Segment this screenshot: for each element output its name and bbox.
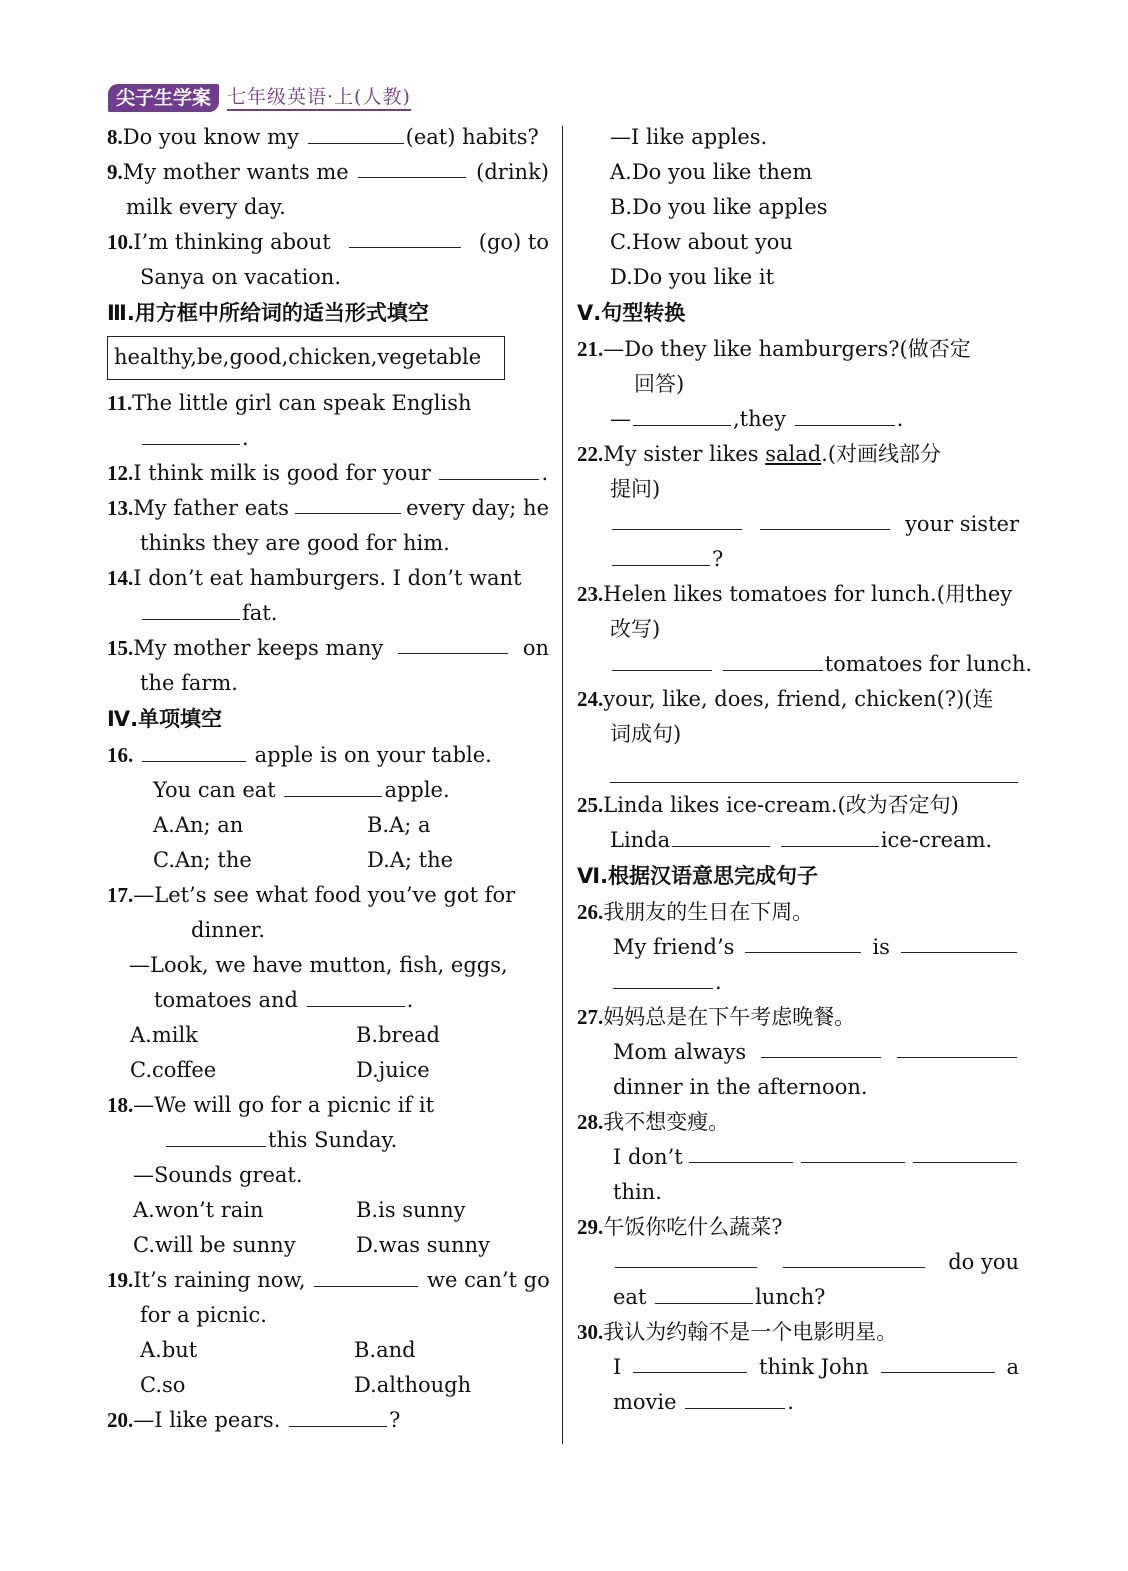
question-16-cont: You can eat apple. [107, 773, 549, 808]
question-13-cont: thinks they are good for him. [140, 531, 450, 555]
question-27-answer-cont: dinner in the afternoon. [613, 1075, 868, 1099]
question-23-cont: 改写) [610, 617, 661, 641]
question-17-options-cd [107, 1053, 549, 1088]
answer-blank[interactable] [398, 631, 508, 654]
column-divider [562, 126, 563, 1444]
question-29-answer-cont: eat lunch? [577, 1280, 1019, 1315]
question-11: 11.The little girl can speak English [107, 391, 472, 415]
book-subtitle: 七年级英语·上(人教) [227, 85, 411, 111]
question-17-cont: dinner. [191, 918, 266, 942]
option-b[interactable]: B.is sunny [356, 1198, 466, 1222]
option-c[interactable]: C.so [140, 1373, 186, 1397]
question-14: 14.I don’t eat hamburgers. I don’t want [107, 566, 522, 590]
question-17: 17.—Let’s see what food you’ve got for [107, 883, 516, 907]
answer-blank[interactable] [761, 1035, 881, 1058]
answer-blank[interactable] [612, 648, 712, 671]
option-b[interactable]: B.Do you like apples [610, 195, 828, 219]
answer-blank[interactable] [439, 457, 539, 480]
answer-blank[interactable] [783, 1245, 925, 1268]
answer-blank[interactable] [723, 648, 823, 671]
question-20-reply: —I like apples. [610, 125, 768, 149]
answer-blank[interactable] [166, 1124, 266, 1147]
question-10: 10.I’m thinking about (go) to [107, 225, 549, 260]
question-27: 27.妈妈总是在下午考虑晚餐。 [577, 1005, 856, 1029]
question-30: 30.我认为约翰不是一个电影明星。 [577, 1320, 898, 1344]
question-15: 15.My mother keeps many on [107, 631, 549, 666]
question-28: 28.我不想变瘦。 [577, 1110, 730, 1134]
option-d[interactable]: D.Do you like it [610, 265, 775, 289]
answer-blank[interactable] [633, 403, 731, 426]
question-17-reply: —Look, we have mutton, fish, eggs, [129, 953, 508, 977]
answer-blank[interactable] [314, 1264, 418, 1287]
option-c[interactable]: C.coffee [130, 1058, 217, 1082]
question-23: 23.Helen likes tomatoes for lunch.(用they [577, 582, 1013, 606]
question-17-reply-cont: tomatoes and . [107, 983, 549, 1018]
question-18: 18.—We will go for a picnic if it [107, 1093, 435, 1117]
question-28-answer-cont: thin. [613, 1180, 662, 1204]
question-27-answer: Mom always [577, 1035, 1019, 1070]
question-15-cont: the farm. [140, 671, 238, 695]
answer-blank[interactable] [615, 1245, 757, 1268]
question-16-options-ab [107, 808, 549, 843]
option-c[interactable]: C.How about you [610, 230, 793, 254]
answer-blank[interactable] [795, 403, 895, 426]
answer-blank[interactable] [307, 984, 405, 1007]
question-22-answer: your sister [577, 507, 1019, 542]
question-19-options-cd [107, 1368, 549, 1403]
answer-blank[interactable] [142, 739, 246, 762]
option-b[interactable]: B.and [354, 1338, 416, 1362]
option-d[interactable]: D.juice [356, 1058, 430, 1082]
answer-blank[interactable] [633, 1350, 747, 1373]
question-29-answer: do you [577, 1245, 1019, 1280]
question-18-options-ab [107, 1193, 549, 1228]
option-c[interactable]: C.An; the [153, 848, 252, 872]
option-b[interactable]: B.bread [356, 1023, 440, 1047]
option-c[interactable]: C.will be sunny [133, 1233, 296, 1257]
question-24: 24.your, like, does, friend, chicken(?)(连 [577, 687, 994, 711]
section-6-heading: Ⅵ.根据汉语意思完成句子 [577, 864, 819, 888]
question-22: 22.My sister likes salad.(对画线部分 [577, 442, 942, 466]
answer-blank[interactable] [612, 543, 710, 566]
answer-blank[interactable] [142, 597, 240, 620]
underlined-word: salad [765, 442, 822, 466]
word-box: healthy,be,good,chicken,vegetable [107, 336, 505, 380]
question-18-cont: this Sunday. [107, 1123, 549, 1158]
question-21: 21.—Do they like hamburgers?(做否定 [577, 337, 971, 361]
answer-blank[interactable] [295, 491, 401, 514]
question-30-answer: I think John a [577, 1350, 1019, 1385]
section-5-heading: Ⅴ.句型转换 [577, 301, 686, 325]
question-9: 9.My mother wants me (drink) [107, 155, 549, 190]
option-b[interactable]: B.A; a [367, 813, 431, 837]
option-d[interactable]: D.was sunny [356, 1233, 490, 1257]
answer-blank[interactable] [685, 1386, 785, 1409]
question-9-cont: milk every day. [126, 195, 286, 219]
answer-blank[interactable] [284, 774, 382, 797]
question-28-answer: I don’t [577, 1140, 1019, 1175]
question-18-reply: —Sounds great. [133, 1163, 303, 1187]
answer-blank[interactable] [358, 155, 466, 178]
answer-blank[interactable] [308, 121, 404, 144]
left-column [107, 120, 549, 1438]
question-25-answer: Linda ice-cream. [577, 823, 1019, 858]
answer-blank[interactable] [349, 225, 461, 248]
question-10-cont: Sanya on vacation. [140, 265, 341, 289]
answer-blank[interactable] [612, 507, 742, 530]
question-16: 16. apple is on your table. [107, 738, 549, 773]
option-a[interactable]: A.Do you like them [610, 160, 813, 184]
answer-blank[interactable] [672, 824, 770, 847]
question-22-cont: 提问) [610, 477, 661, 501]
question-24-cont: 词成句) [610, 722, 682, 746]
answer-blank[interactable] [745, 930, 861, 953]
answer-blank[interactable] [801, 1140, 905, 1163]
answer-blank[interactable] [289, 1404, 387, 1427]
question-18-options-cd [107, 1228, 549, 1263]
question-11-cont: . [107, 421, 549, 456]
answer-line[interactable] [610, 752, 1018, 783]
question-19-options-ab [107, 1333, 549, 1368]
question-17-options-ab [107, 1018, 549, 1053]
question-16-options-cd [107, 843, 549, 878]
answer-blank[interactable] [689, 1140, 793, 1163]
answer-blank[interactable] [901, 930, 1017, 953]
section-4-heading: Ⅳ.单项填空 [107, 707, 223, 731]
answer-blank[interactable] [760, 507, 890, 530]
question-20: 20.—I like pears. ? [107, 1403, 549, 1438]
question-26: 26.我朋友的生日在下周。 [577, 900, 814, 924]
answer-blank[interactable] [142, 422, 240, 445]
question-8: 8.Do you know my (eat) habits? [107, 120, 549, 155]
question-21-cont: 回答) [634, 372, 685, 396]
question-29: 29.午饭你吃什么蔬菜? [577, 1215, 783, 1239]
answer-blank[interactable] [655, 1281, 753, 1304]
answer-blank[interactable] [781, 824, 879, 847]
option-d[interactable]: D.although [354, 1373, 472, 1397]
page-header [108, 84, 411, 112]
answer-blank[interactable] [913, 1140, 1017, 1163]
question-23-answer: tomatoes for lunch. [577, 647, 1019, 682]
option-a[interactable]: A.but [140, 1338, 198, 1362]
answer-blank[interactable] [897, 1035, 1017, 1058]
question-13: 13.My father eats every day; he [107, 491, 549, 526]
answer-blank[interactable] [613, 966, 713, 989]
series-badge: 尖子生学案 [108, 84, 219, 112]
option-d[interactable]: D.A; the [367, 848, 454, 872]
question-30-answer-cont: movie . [577, 1385, 1019, 1420]
right-column [577, 120, 1033, 1420]
question-19: 19.It’s raining now, we can’t go [107, 1263, 549, 1298]
question-26-answer-cont: . [577, 965, 1019, 1000]
question-22-answer-cont: ? [577, 542, 1019, 577]
option-a[interactable]: A.won’t rain [133, 1198, 264, 1222]
question-12: 12.I think milk is good for your . [107, 456, 549, 491]
question-14-cont: fat. [107, 596, 549, 631]
question-19-cont: for a picnic. [140, 1303, 267, 1327]
section-3-heading: Ⅲ.用方框中所给词的适当形式填空 [107, 301, 429, 325]
answer-blank[interactable] [881, 1350, 995, 1373]
question-26-answer: My friend’s is [577, 930, 1019, 965]
question-21-answer: — ,they . [577, 402, 1019, 437]
question-25: 25.Linda likes ice-cream.(改为否定句) [577, 793, 959, 817]
option-a[interactable]: A.An; an [153, 813, 244, 837]
option-a[interactable]: A.milk [130, 1023, 198, 1047]
